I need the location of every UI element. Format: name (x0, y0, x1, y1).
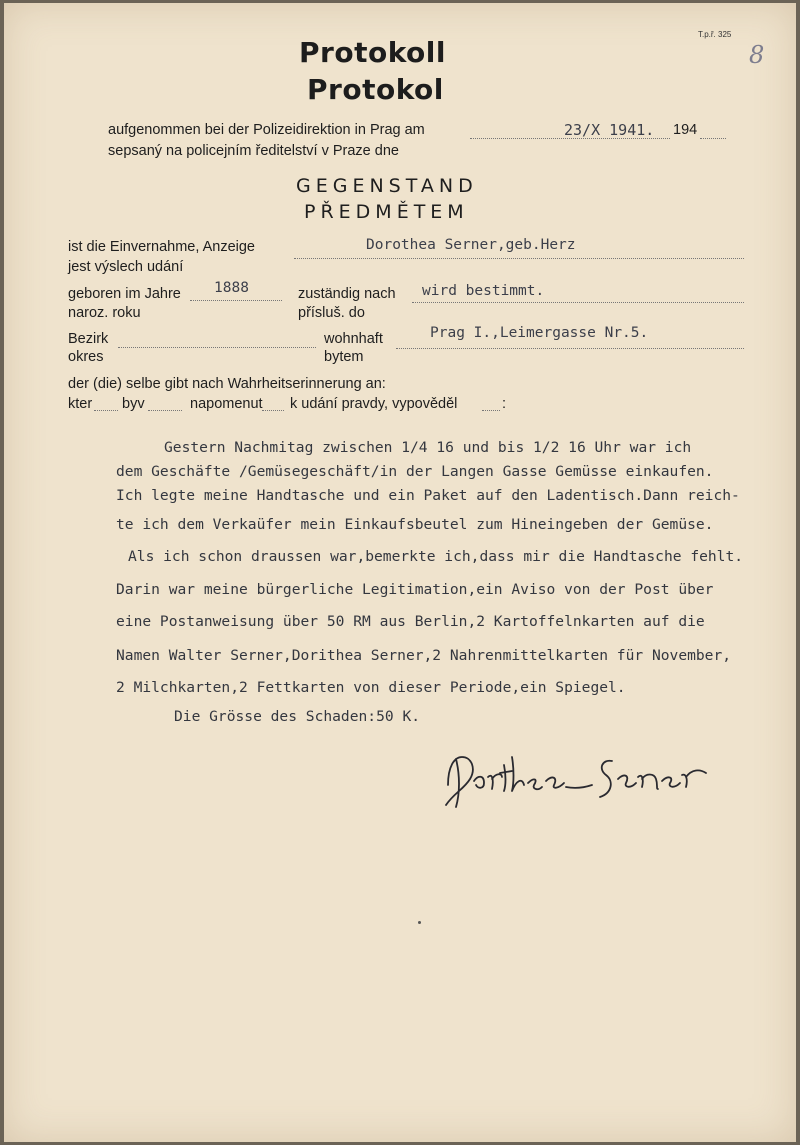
domicile-line (412, 302, 744, 303)
district-line (118, 347, 316, 348)
oath-czech-colon: : (502, 396, 507, 412)
statement-line-9: 2 Milchkarten,2 Fettkarten von dieser Periode,ein Spiegel. (116, 679, 626, 696)
oath-czech-byv: byv (122, 396, 145, 412)
title-czech: Protokol (307, 73, 444, 106)
residence-label-german: wohnhaft (324, 331, 383, 347)
subject-czech: PŘEDMĚTEM (304, 201, 469, 223)
oath-byv-line (148, 410, 182, 411)
born-value: 1888 (214, 280, 249, 296)
page-number: 8 (749, 41, 765, 69)
born-label-czech: naroz. roku (68, 305, 141, 321)
statement-line-6: Darin war meine bürgerliche Legitimation,ein Aviso von der Post über (116, 581, 714, 598)
form-code: T.p.ř. 325 (698, 30, 732, 39)
district-label-german: Bezirk (68, 331, 109, 347)
statement-line (294, 258, 744, 259)
statement-line-8: Namen Walter Serner,Dorithea Serner,2 Nahrenmittelkarten für November, (116, 647, 732, 664)
domicile-value: wird bestimmt. (422, 283, 545, 299)
year-prefix: 194 (673, 122, 698, 138)
residence-label-czech: bytem (324, 349, 364, 365)
handwritten-signature (442, 745, 722, 815)
domicile-label-german: zuständig nach (298, 286, 396, 302)
intro-czech: sepsaný na policejním ředitelství v Praze dne (108, 143, 399, 159)
residence-line (396, 348, 744, 349)
protocol-page (4, 3, 796, 1142)
statement-value: Dorothea Serner,geb.Herz (366, 237, 576, 253)
subject-german: GEGENSTAND (296, 175, 478, 197)
born-line (190, 300, 282, 301)
oath-napomenut-line (262, 410, 284, 411)
oath-kter-line (94, 410, 118, 411)
intro-german: aufgenommen bei der Polizeidirektion in Prag am (108, 122, 425, 138)
date-typed: 23/X 1941. (564, 121, 655, 139)
domicile-label-czech: přísluš. do (298, 305, 365, 321)
oath-german: der (die) selbe gibt nach Wahrheitserinnerung an: (68, 376, 386, 392)
statement-line-1: Gestern Nachmitag zwischen 1/4 16 und bis 1/2 16 Uhr war ich (164, 439, 692, 456)
statement-line-5: Als ich schon draussen war,bemerkte ich,dass mir die Handtasche fehlt. (128, 548, 744, 565)
statement-line-3: Ich legte meine Handtasche und ein Paket auf den Ladentisch.Dann reich- (116, 487, 740, 504)
year-line (700, 138, 726, 139)
statement-label-czech: jest výslech udání (68, 259, 184, 275)
title-german: Protokoll (299, 36, 446, 69)
oath-rest-line (482, 410, 500, 411)
residence-value: Prag I.,Leimergasse Nr.5. (430, 325, 649, 341)
oath-czech-napomenut: napomenut (190, 396, 263, 412)
born-label-german: geboren im Jahre (68, 286, 181, 302)
statement-line-2: dem Geschäfte /Gemüsegeschäft/in der Langen Gasse Gemüsse einkaufen. (116, 463, 714, 480)
statement-line-10: Die Grösse des Schaden:50 K. (174, 708, 421, 725)
oath-czech-kter: kter (68, 396, 93, 412)
stray-mark (418, 921, 421, 924)
statement-line-4: te ich dem Verkaüfer mein Einkaufsbeutel zum Hineingeben der Gemüse. (116, 516, 714, 533)
district-label-czech: okres (68, 349, 104, 365)
oath-czech-rest: k udání pravdy, vypověděl (290, 396, 458, 412)
statement-line-7: eine Postanweisung über 50 RM aus Berlin,2 Kartoffelnkarten auf die (116, 613, 705, 630)
statement-label-german: ist die Einvernahme, Anzeige (68, 239, 255, 255)
